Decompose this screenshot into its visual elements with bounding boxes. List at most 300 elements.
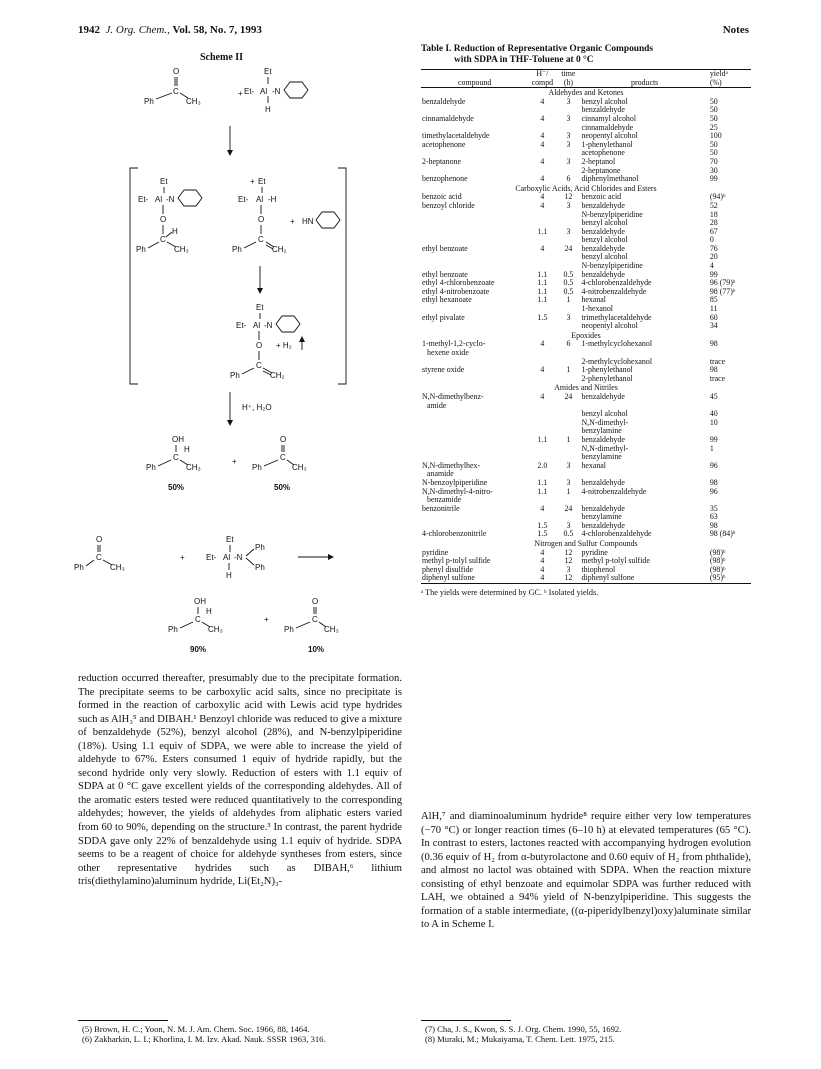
compound-cell: timethylacetaldehyde bbox=[422, 131, 490, 141]
table-row bbox=[421, 574, 751, 583]
yield-cell: 1 bbox=[709, 443, 714, 453]
time-cell: 3 bbox=[566, 460, 571, 470]
compound-cell: anamide bbox=[427, 469, 454, 479]
compound-cell: benzamide bbox=[427, 495, 462, 505]
ratio-cell: 4 bbox=[540, 200, 545, 210]
svg-text:C: C bbox=[173, 87, 179, 96]
yield-cell: 45 bbox=[709, 391, 718, 401]
compound-cell: ethyl benzoate bbox=[422, 243, 468, 253]
svg-text:Al: Al bbox=[223, 553, 231, 562]
svg-text:Ph: Ph bbox=[168, 625, 178, 634]
yield-cell: 100 bbox=[709, 131, 722, 141]
svg-text:Et-: Et- bbox=[236, 321, 247, 330]
compound-cell: N,N-dimethyl-4-nitro- bbox=[422, 486, 493, 496]
product-cell: benzylamine bbox=[581, 426, 622, 436]
reference-5: (5) Brown, H. C.; Yoon, N. M. J. Am. Chem. Soc. 1966, 88, 1464. bbox=[82, 1024, 310, 1034]
yield-cell: 50 bbox=[709, 105, 718, 115]
compound-cell bbox=[421, 427, 528, 436]
time-cell bbox=[556, 419, 580, 428]
svg-text:O: O bbox=[280, 435, 287, 444]
header-ratio-line1: H⁻/ bbox=[528, 70, 556, 79]
compound-cell: benzaldehyde bbox=[422, 96, 466, 106]
product-cell: benzaldehyde bbox=[581, 503, 625, 513]
compound-cell bbox=[421, 219, 528, 228]
table-row bbox=[421, 393, 751, 402]
ratio-cell bbox=[528, 253, 556, 262]
svg-text:CH₃: CH₃ bbox=[174, 245, 189, 254]
yield-cell: 76 bbox=[709, 243, 718, 253]
table-caption bbox=[421, 44, 751, 66]
time-cell: 0.5 bbox=[563, 529, 574, 539]
section-title-cell: Nitrogen and Sulfur Compounds bbox=[534, 539, 638, 549]
yield-cell: 70 bbox=[709, 156, 718, 166]
compound-cell: benzoic acid bbox=[422, 192, 462, 202]
section-label: Notes bbox=[722, 24, 749, 36]
compound-cell: benzophenone bbox=[422, 174, 468, 184]
table-row bbox=[421, 530, 751, 539]
svg-text:Ph: Ph bbox=[146, 463, 156, 472]
svg-text:OH: OH bbox=[194, 597, 206, 606]
product-cell: benzaldehyde bbox=[581, 200, 625, 210]
body-text-right: AlH,⁷ and diaminoaluminum hydride⁸ require either very low temperatures (−70 °C) or longer reaction times (6–10 h) at elevated temperatures (65 °C). In contrast to esters, lactones reacted with accompanying hydrogen evolution (0.36 equiv of H₂ from α-butyrolactone and 0.60 equiv of H₂ from phthalide), and almost no lactol was obtained with SDPA. When the reaction mixture consisting of ethyl benzoate and equimolar SDPA was further reduced with LAH, we obtained a 94% yield of N-benzylpiperidine. This suggests the formation of a stable intermediate, ((α-piperidylbenzyl)oxy)aluminate similar to A in Scheme I. bbox=[421, 811, 751, 931]
product-cell: benzaldehyde bbox=[581, 477, 625, 487]
table-row bbox=[421, 375, 751, 384]
reference-7: (7) Cha, J. S., Kwon, S. S. J. Org. Chem. 1990, 55, 1692. bbox=[425, 1024, 622, 1034]
yield-cell: 10 bbox=[709, 417, 718, 427]
references-right bbox=[425, 1024, 755, 1045]
svg-text:Ph: Ph bbox=[232, 245, 242, 254]
products-row-1 bbox=[146, 435, 307, 492]
product-cell: 2-phenylethanol bbox=[581, 373, 633, 383]
time-cell: 3 bbox=[566, 226, 571, 236]
product-cell: benzyl alcohol bbox=[581, 409, 628, 419]
svg-text:+ H₂: + H₂ bbox=[276, 341, 292, 350]
time-cell: 0.5 bbox=[563, 286, 574, 296]
svg-text:Et-: Et- bbox=[206, 553, 217, 562]
yield-cell: 98 (77)ᵇ bbox=[709, 286, 736, 296]
svg-text:Ph: Ph bbox=[136, 245, 146, 254]
compound-cell bbox=[421, 410, 528, 419]
svg-text:-N: -N bbox=[264, 321, 273, 330]
yield-cell: 96 bbox=[709, 460, 718, 470]
svg-text:CH₃: CH₃ bbox=[110, 563, 125, 572]
svg-text:Al: Al bbox=[256, 195, 264, 204]
ratio-cell: 1.1 bbox=[537, 278, 548, 288]
svg-text:Ph: Ph bbox=[74, 563, 84, 572]
table-row bbox=[421, 488, 751, 497]
product-cell: 2-methylcyclohexanol bbox=[581, 356, 653, 366]
ratio-cell: 4 bbox=[540, 339, 545, 349]
product-cell: N,N-dimethyl- bbox=[581, 417, 629, 427]
yield-bot-left: 90% bbox=[190, 645, 207, 654]
time-cell: 12 bbox=[556, 574, 580, 583]
time-cell: 3 bbox=[566, 139, 571, 149]
time-cell: 12 bbox=[564, 547, 573, 557]
svg-text:C: C bbox=[258, 235, 264, 244]
section-title-cell: Epoxides bbox=[571, 330, 601, 340]
header-yield-line1: yieldᵃ bbox=[709, 70, 751, 79]
yield-cell: 50 bbox=[709, 96, 718, 106]
yield-cell: 18 bbox=[709, 209, 718, 219]
compound-cell: N-benzoylpiperidine bbox=[422, 477, 488, 487]
compound-cell bbox=[421, 513, 528, 522]
ratio-cell bbox=[528, 322, 556, 331]
references-left bbox=[82, 1024, 412, 1045]
ratio-cell: 1.1 bbox=[537, 295, 548, 305]
product-cell: benzaldehyde bbox=[581, 434, 625, 444]
table-caption-line1: Table I. Reduction of Representative Organic Compounds bbox=[421, 44, 654, 54]
table-row bbox=[421, 340, 751, 349]
yield-cell: 99 bbox=[709, 434, 718, 444]
header-time-line2: (h) bbox=[556, 79, 580, 88]
time-cell: 3 bbox=[566, 156, 571, 166]
product-cell: cinnamyl alcohol bbox=[581, 113, 637, 123]
table-row bbox=[421, 462, 751, 471]
yield-cell: 98 (84)ᵇ bbox=[709, 529, 736, 539]
product-cell: 4-nitrobenzaldehyde bbox=[581, 486, 647, 496]
compound-cell: 1-methyl-1,2-cyclo- bbox=[422, 339, 486, 349]
table-row bbox=[421, 322, 751, 331]
products-row-2 bbox=[168, 597, 339, 654]
yield-cell: (98)ᵇ bbox=[709, 556, 726, 566]
product-cell: diphenylmethanol bbox=[581, 174, 639, 184]
yield-cell: 96 (79)ᵇ bbox=[709, 278, 736, 288]
ratio-cell: 4 bbox=[540, 547, 545, 557]
header-yield-line2: (%) bbox=[709, 79, 751, 88]
product-cell: benzyl alcohol bbox=[581, 252, 628, 262]
compound-cell: diphenyl sulfone bbox=[421, 574, 528, 583]
svg-text:C: C bbox=[173, 453, 179, 462]
yield-top-left: 50% bbox=[168, 483, 185, 492]
ratio-cell bbox=[528, 211, 556, 220]
yield-cell: 28 bbox=[709, 218, 718, 228]
svg-text:Et: Et bbox=[264, 67, 272, 76]
compound-cell: pyridine bbox=[422, 547, 449, 557]
time-cell bbox=[556, 349, 580, 358]
product-cell: N-benzylpiperidine bbox=[581, 261, 643, 271]
svg-text:C: C bbox=[280, 453, 286, 462]
journal-volume: Vol. 58, No. 7, 1993 bbox=[172, 24, 262, 36]
time-cell bbox=[556, 410, 580, 419]
svg-text:Ph: Ph bbox=[230, 371, 240, 380]
header-products: products bbox=[580, 79, 708, 88]
table-caption-line2: with SDPA in THF-Toluene at 0 °C bbox=[454, 55, 594, 65]
time-cell: 1 bbox=[566, 434, 571, 444]
time-cell: 3 bbox=[566, 520, 571, 530]
svg-text:O: O bbox=[256, 341, 263, 350]
footnote-rule-right bbox=[421, 1020, 511, 1021]
time-cell: 12 bbox=[564, 556, 573, 566]
time-cell bbox=[556, 211, 580, 220]
product-cell: 2-heptanone bbox=[581, 165, 621, 175]
compound-cell: ethyl benzoate bbox=[422, 269, 468, 279]
svg-text:O: O bbox=[258, 215, 265, 224]
product-cell: benzylamine bbox=[581, 512, 622, 522]
svg-text:C: C bbox=[96, 553, 102, 562]
yield-cell: 30 bbox=[709, 165, 718, 175]
product-cell: N,N-dimethyl- bbox=[581, 443, 629, 453]
yield-cell: 11 bbox=[709, 304, 718, 314]
ratio-cell: 4 bbox=[540, 113, 545, 123]
svg-text:H: H bbox=[184, 445, 190, 454]
svg-text:Et-: Et- bbox=[238, 195, 249, 204]
table-footnote: ᵃ The yields were determined by GC. ᵇ Isolated yields. bbox=[421, 588, 599, 598]
yield-cell: 99 bbox=[709, 174, 718, 184]
reagent-label: H⁺, H₂O bbox=[242, 403, 272, 412]
svg-text:O: O bbox=[96, 535, 103, 544]
svg-text:+: + bbox=[180, 553, 185, 562]
svg-text:H: H bbox=[265, 105, 271, 114]
scheme-title: Scheme II bbox=[200, 52, 244, 63]
reference-6: (6) Zakharkin, L. I.; Khorlina, I. M. Izv. Akad. Nauk. SSSR 1963, 316. bbox=[82, 1034, 326, 1045]
product-cell: benzyl alcohol bbox=[581, 96, 628, 106]
yield-cell: 52 bbox=[709, 200, 718, 210]
product-cell: benzaldehyde bbox=[581, 391, 625, 401]
yield-cell: 35 bbox=[709, 503, 718, 513]
product-cell: 4-chlorobenzaldehyde bbox=[581, 278, 652, 288]
product-cell: pyridine bbox=[581, 547, 608, 557]
ratio-cell: 1.1 bbox=[537, 477, 548, 487]
yield-cell: 40 bbox=[709, 409, 718, 419]
svg-text:-N: -N bbox=[234, 553, 243, 562]
compound-cell: N,N-dimethylhex- bbox=[422, 460, 481, 470]
product-cell: 4-nitrobenzaldehyde bbox=[581, 286, 647, 296]
svg-text:Ph: Ph bbox=[255, 543, 265, 552]
svg-text:Et-: Et- bbox=[244, 87, 255, 96]
svg-text:C: C bbox=[256, 361, 262, 370]
product-cell: acetophenone bbox=[581, 148, 625, 158]
yield-cell: 67 bbox=[709, 226, 718, 236]
svg-text:-N: -N bbox=[166, 195, 175, 204]
ratio-cell: 4 bbox=[540, 365, 545, 375]
compound-cell: hexene oxide bbox=[427, 348, 469, 357]
yield-cell: 4 bbox=[709, 261, 714, 271]
product-cell: 1-hexanol bbox=[581, 304, 614, 314]
yield-cell: 60 bbox=[709, 312, 718, 322]
svg-text:Et: Et bbox=[160, 177, 168, 186]
yield-bot-right: 10% bbox=[308, 645, 325, 654]
compound-cell: ethyl 4-chlorobenzoate bbox=[422, 278, 495, 288]
ratio-cell bbox=[528, 410, 556, 419]
time-cell bbox=[556, 375, 580, 384]
svg-text:C: C bbox=[312, 615, 318, 624]
compound-cell bbox=[421, 228, 528, 237]
product-cell: benzyl alcohol bbox=[581, 235, 628, 245]
svg-text:O: O bbox=[160, 215, 167, 224]
product-cell: neopentyl alcohol bbox=[581, 131, 638, 141]
compound-cell: phenyl disulfide bbox=[422, 564, 474, 574]
compound-cell: ethyl hexanoate bbox=[422, 295, 472, 305]
product-cell: 1-phenylethanol bbox=[581, 139, 633, 149]
svg-text:CH₂: CH₂ bbox=[270, 371, 285, 380]
ratio-cell: 1.1 bbox=[537, 434, 548, 444]
product-cell: trimethylacetaldehyde bbox=[581, 312, 652, 322]
svg-text:Al: Al bbox=[253, 321, 261, 330]
product-cell: 1-methylcyclohexanol bbox=[581, 339, 653, 349]
header-citation bbox=[78, 24, 262, 36]
time-cell: 3 bbox=[566, 564, 571, 574]
yield-cell: (98)ᵇ bbox=[709, 564, 726, 574]
intermediate-structures bbox=[136, 177, 340, 380]
time-cell: 6 bbox=[566, 339, 571, 349]
yield-cell: (98)ᵇ bbox=[709, 547, 726, 557]
svg-text:+: + bbox=[264, 615, 269, 624]
ratio-cell: 4 bbox=[540, 564, 545, 574]
scheme-diagram bbox=[74, 44, 410, 674]
ratio-cell bbox=[528, 402, 556, 411]
svg-text:Ph: Ph bbox=[144, 97, 154, 106]
product-cell: 1-phenylethanol bbox=[581, 365, 633, 375]
product-cell: hexanal bbox=[581, 460, 606, 470]
table-grid bbox=[421, 69, 751, 584]
time-cell bbox=[556, 402, 580, 411]
compound-cell: ethyl 4-nitrobenzoate bbox=[422, 286, 490, 296]
time-cell: 3 bbox=[566, 131, 571, 141]
svg-text:H: H bbox=[206, 607, 212, 616]
compound-cell: methyl p-tolyl sulfide bbox=[422, 556, 491, 566]
product-cell: benzaldehyde bbox=[581, 520, 625, 530]
time-cell: 3 bbox=[566, 200, 571, 210]
yield-cell: 0 bbox=[709, 235, 714, 245]
svg-text:+: + bbox=[250, 177, 255, 186]
yield-cell: 85 bbox=[709, 295, 718, 305]
time-cell: 1 bbox=[566, 486, 571, 496]
compound-cell bbox=[421, 445, 528, 454]
yield-cell: 98 bbox=[709, 520, 718, 530]
time-cell: 3 bbox=[566, 113, 571, 123]
yield-cell: 99 bbox=[709, 269, 718, 279]
product-cell: thiophenol bbox=[581, 564, 616, 574]
ratio-cell: 4 bbox=[540, 192, 545, 202]
ratio-cell: 1.1 bbox=[537, 486, 548, 496]
table-1 bbox=[421, 44, 751, 598]
time-cell: 0.5 bbox=[563, 269, 574, 279]
ratio-cell: 1.1 bbox=[537, 226, 548, 236]
compound-cell bbox=[421, 322, 528, 331]
ratio-cell bbox=[528, 349, 556, 358]
ratio-cell: 4 bbox=[540, 131, 545, 141]
svg-text:Ph: Ph bbox=[284, 625, 294, 634]
yield-cell: 98 bbox=[709, 365, 718, 375]
product-cell: benzoic acid bbox=[581, 192, 622, 202]
product-cell: methyl p-tolyl sulfide bbox=[581, 556, 650, 566]
product-cell: benzylamine bbox=[581, 452, 622, 462]
compound-cell bbox=[421, 419, 528, 428]
time-cell: 3 bbox=[566, 477, 571, 487]
ratio-cell: 1.5 bbox=[537, 312, 548, 322]
time-cell bbox=[556, 445, 580, 454]
compound-cell bbox=[421, 436, 528, 445]
svg-text:Al: Al bbox=[260, 87, 268, 96]
yield-cell: 20 bbox=[709, 252, 718, 262]
svg-text:C: C bbox=[160, 235, 166, 244]
svg-text:O: O bbox=[173, 67, 180, 76]
yield-cell: 50 bbox=[709, 113, 718, 123]
svg-text:CH₃: CH₃ bbox=[186, 463, 201, 472]
product-cell: benzaldehyde bbox=[581, 226, 625, 236]
ratio-cell: 4 bbox=[540, 503, 545, 513]
product-cell: N-benzylpiperidine bbox=[581, 209, 643, 219]
svg-text:-H: -H bbox=[268, 195, 277, 204]
product-cell: 4-chlorobenzaldehyde bbox=[581, 529, 652, 539]
ratio-cell: 4 bbox=[540, 96, 545, 106]
yield-cell: 98 bbox=[709, 339, 718, 349]
yield-cell: 34 bbox=[709, 321, 718, 331]
svg-text:Ph: Ph bbox=[255, 563, 265, 572]
body-text-left: reduction occurred thereafter, presumably due to the precipitate formation. The precipitate seems to be carboxylic acid salts, since no precipitate is formed in the reaction of carboxylic acid with Lewis acid type hydrides such as AlH₃⁵ and DIBAH.¹ Benzoyl chloride was reduced to give a mixture of benzaldehyde (52%), benzyl alcohol (28%), and N-benzylpiperidine (18%). Using 1.1 equiv of SDPA, we were able to increase the yield of aldehyde to 67%. Esters consumed 1 equiv of hydride rapidly, but the second hydride only very slowly. Reduction of esters with 1.1 equiv of SDPA at 0 °C gave excellent yields of the corresponding aldehydes. All of the aromatic esters tested were reduced quantitatively to the corresponding aldehydes; however, the yields of aldehydes from aliphatic esters varied from 60 to 90%, depending on the structure.³ In contrast, the parent hydride SDDA gave only 22% of benzaldehyde using 1.1 equiv of hydride. SDPA seems to be a reagent of choice for aldehyde syntheses from esters, since other representative hydrides such as DIBAH,⁶ lithium tris(diethylamino)aluminum hydride, Li(Et₂N)₃- bbox=[78, 673, 402, 888]
compound-cell: 4-chlorobenzonitrile bbox=[422, 529, 487, 539]
product-cell: 2-heptanol bbox=[581, 156, 616, 166]
yield-cell: 50 bbox=[709, 139, 718, 149]
svg-text:+: + bbox=[290, 217, 295, 226]
product-cell: benzaldehyde bbox=[581, 105, 625, 115]
ratio-cell: 4 bbox=[528, 574, 556, 583]
product-cell: neopentyl alcohol bbox=[581, 321, 638, 331]
page-header bbox=[0, 24, 821, 40]
compound-cell: benzoyl chloride bbox=[422, 200, 475, 210]
sdpa-structure bbox=[244, 67, 308, 114]
product-cell: diphenyl sulfone bbox=[580, 574, 708, 583]
table-row bbox=[421, 175, 751, 184]
product-cell: benzaldehyde bbox=[581, 269, 625, 279]
time-cell: 12 bbox=[564, 192, 573, 202]
second-reaction bbox=[74, 535, 334, 580]
yield-cell: (94)ᵇ bbox=[709, 192, 726, 202]
time-cell: 0.5 bbox=[563, 278, 574, 288]
time-cell: 24 bbox=[564, 243, 573, 253]
svg-text:CH₃: CH₃ bbox=[292, 463, 307, 472]
compound-cell: styrene oxide bbox=[422, 365, 465, 375]
compound-cell bbox=[421, 211, 528, 220]
ratio-cell: 4 bbox=[540, 243, 545, 253]
ratio-cell: 1.5 bbox=[537, 520, 548, 530]
svg-text:Et-: Et- bbox=[138, 195, 149, 204]
yield-cell: 96 bbox=[709, 486, 718, 496]
svg-text:+: + bbox=[232, 457, 237, 466]
compound-cell: ethyl pivalate bbox=[422, 312, 465, 322]
product-cell: benzyl alcohol bbox=[581, 218, 628, 228]
journal-name: J. Org. Chem., bbox=[105, 24, 170, 36]
header-ratio-line2: compd bbox=[528, 79, 556, 88]
header-compound: compound bbox=[421, 79, 528, 88]
svg-text:CH₂: CH₂ bbox=[272, 245, 287, 254]
compound-cell bbox=[421, 375, 528, 384]
section-title-cell: Carboxylic Acids, Acid Chlorides and Esters bbox=[515, 183, 657, 193]
ratio-cell: 1.1 bbox=[537, 269, 548, 279]
ratio-cell bbox=[528, 445, 556, 454]
svg-text:H: H bbox=[226, 571, 232, 580]
compound-cell: 2-heptanone bbox=[422, 156, 461, 166]
ratio-cell bbox=[528, 419, 556, 428]
svg-text:C: C bbox=[195, 615, 201, 624]
product-cell: benzaldehyde bbox=[581, 243, 625, 253]
compound-cell bbox=[421, 253, 528, 262]
yield-cell: trace bbox=[709, 373, 726, 383]
yield-cell: 25 bbox=[709, 122, 718, 132]
page-number: 1942 bbox=[78, 24, 100, 36]
compound-cell: acetophenone bbox=[422, 139, 466, 149]
footnote-rule-left bbox=[78, 1020, 168, 1021]
svg-text:HN: HN bbox=[302, 217, 314, 226]
svg-text:Et: Et bbox=[226, 535, 234, 544]
reference-8: (8) Muraki, M.; Mukaiyama, T. Chem. Lett. 1975, 215. bbox=[425, 1034, 615, 1045]
svg-text:Et: Et bbox=[256, 303, 264, 312]
compound-cell: N,N-dimethylbenz- bbox=[422, 391, 484, 401]
section-title-cell: Amides and Nitriles bbox=[554, 383, 618, 393]
time-cell: 3 bbox=[566, 96, 571, 106]
header-time-line1: time bbox=[556, 70, 580, 79]
ratio-cell: 4 bbox=[540, 156, 545, 166]
